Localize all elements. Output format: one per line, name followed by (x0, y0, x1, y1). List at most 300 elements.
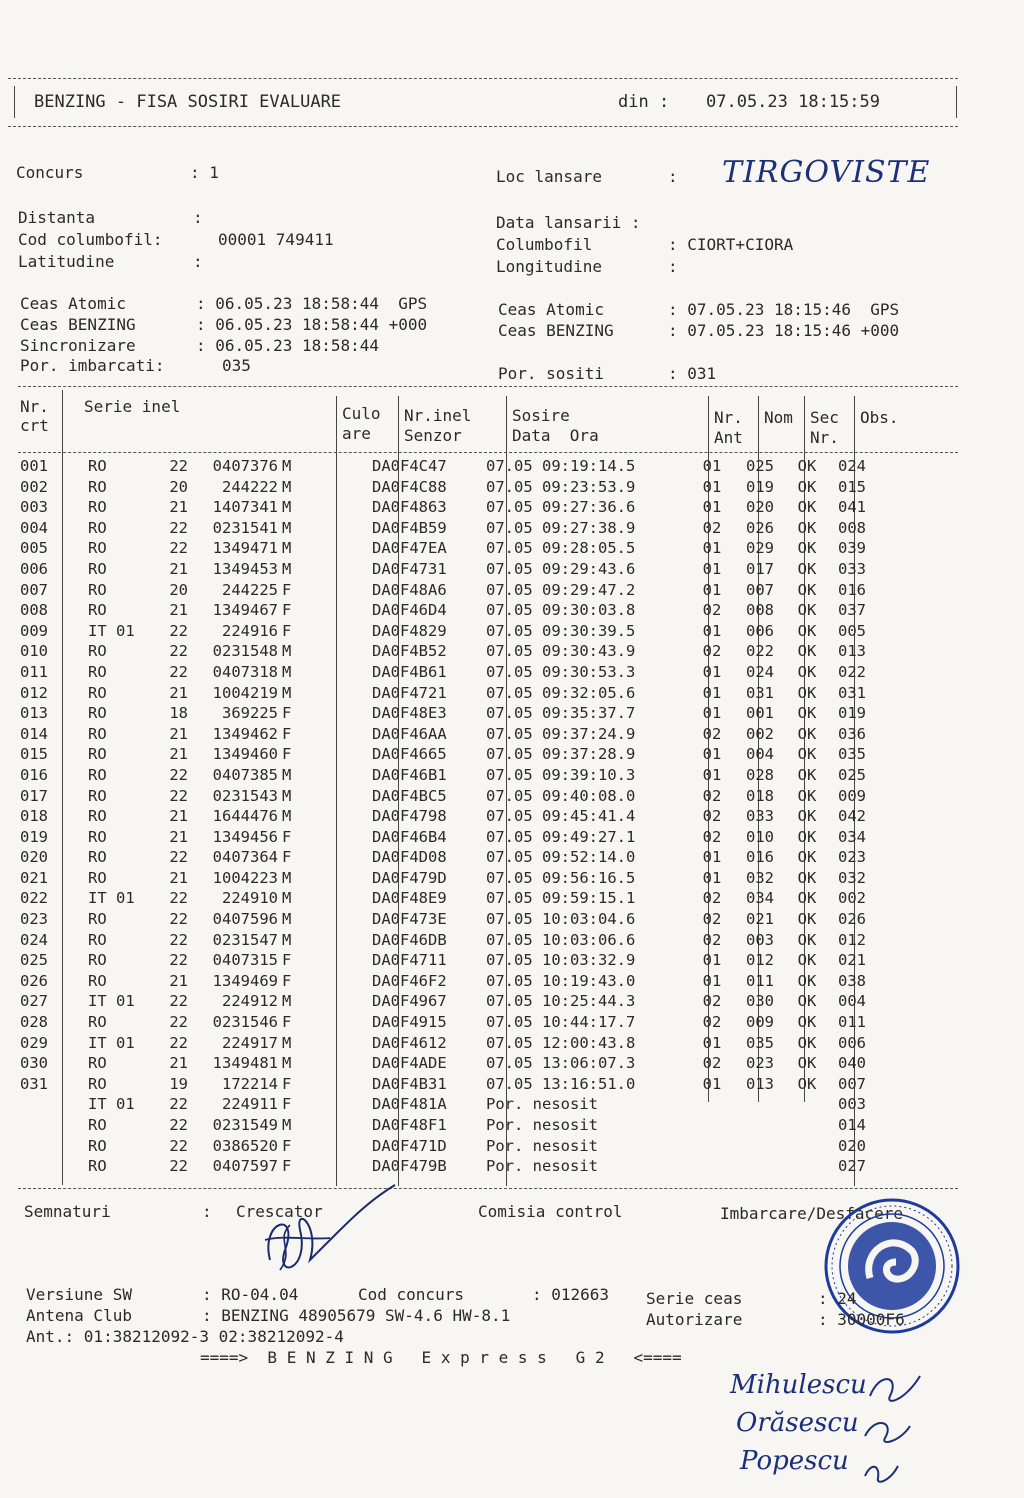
cell-sosire: 07.05 09:45:41.4 (486, 807, 636, 826)
cell-senzor: DA0F4C88 (372, 477, 447, 496)
cell-obs: 005 (838, 621, 866, 640)
cell-sosire: 07.05 09:30:03.8 (486, 601, 636, 620)
table-header-rule (18, 452, 958, 453)
cell-sosire: 07.05 09:27:38.9 (486, 518, 636, 537)
cell-sex: F (282, 951, 292, 970)
antenna-ids: Ant.: 01:38212092-3 02:38212092-4 (26, 1327, 344, 1346)
cell-obs: 011 (838, 1013, 866, 1032)
cell-cty: RO (88, 971, 107, 990)
cell-ant: 01 (702, 971, 722, 990)
cod-concurs-label: Cod concurs (358, 1285, 464, 1304)
cell-ant (686, 1136, 738, 1157)
cell-obs: 026 (838, 910, 866, 929)
cell-obs: 040 (838, 1054, 866, 1073)
cell-sosire: 07.05 09:32:05.6 (486, 683, 636, 702)
cell-ant: 02 (702, 518, 722, 537)
cell-nom: 022 (746, 642, 774, 661)
cell-senzor: DA0F4ADE (372, 1054, 447, 1073)
cell-sec: OK (797, 889, 817, 908)
col-header-nom: Nom (764, 408, 793, 427)
cell-nr: 011 (20, 662, 48, 681)
versiune-sw-value: : RO-04.04 (202, 1285, 299, 1304)
cell-obs: 008 (838, 518, 866, 537)
cell-obs: 031 (838, 683, 866, 702)
cell-obs: 039 (838, 539, 866, 558)
cell-nom: 030 (746, 992, 774, 1011)
cell-num: 1004223 (212, 868, 278, 887)
cell-obs: 042 (838, 807, 866, 826)
cell-sex: F (282, 601, 292, 620)
cell-num: 1349471 (212, 539, 278, 558)
cell-obs: 021 (838, 951, 866, 970)
cell-sex: M (282, 930, 292, 949)
cell-sosire: 07.05 10:44:17.7 (486, 1013, 636, 1032)
col-header-sec-nr: Nr. (810, 428, 839, 447)
cell-sex: F (282, 1136, 292, 1155)
columbofil-label: Columbofil (496, 235, 593, 254)
cell-sosire: 07.05 09:29:47.2 (486, 580, 636, 599)
cell-cty: RO (88, 642, 107, 661)
cell-ant: 02 (702, 930, 722, 949)
cell-ant: 02 (702, 642, 722, 661)
col-header-obs: Obs. (860, 408, 899, 427)
cell-nr: 018 (20, 807, 48, 826)
cell-num: 224910 (222, 889, 278, 908)
cell-num: 224911 (222, 1095, 278, 1114)
cell-senzor: DA0F4721 (372, 683, 447, 702)
cell-num: 172214 (222, 1074, 278, 1093)
cell-sex: F (282, 1013, 292, 1032)
cell-sec: OK (797, 683, 817, 702)
col-header-sosire: Sosire (512, 406, 570, 425)
concurs-label: Concurs (16, 163, 84, 182)
cell-cty: RO (88, 683, 107, 702)
cell-senzor: DA0F48A6 (372, 580, 447, 599)
cell-ant: 01 (702, 621, 722, 640)
cell-sex: M (282, 518, 292, 537)
cell-sec: OK (797, 518, 817, 537)
cell-sec: OK (797, 827, 817, 846)
cell-sex: M (282, 786, 292, 805)
ceas-atomic-right-value: : 07.05.23 18:15:46 GPS (668, 300, 900, 319)
cell-nr: 029 (20, 1033, 48, 1052)
cell-sosire: 07.05 13:06:07.3 (486, 1054, 636, 1073)
title-left-border (14, 86, 15, 118)
cell-nr: 005 (20, 539, 48, 558)
cell-nom: 017 (746, 559, 774, 578)
cell-sosire: 07.05 09:56:16.5 (486, 868, 636, 887)
loc-lansare-sep: : (668, 167, 678, 186)
cell-nom: 004 (746, 745, 774, 764)
cell-sex: M (282, 1054, 292, 1073)
cell-nr: 002 (20, 477, 48, 496)
col-header-crt: crt (20, 416, 49, 435)
cell-culoare (304, 868, 366, 889)
cell-num: 0386520 (212, 1136, 278, 1155)
cell-senzor: DA0F481A (372, 1095, 447, 1114)
cell-culoare (304, 683, 366, 704)
cell-nr: 020 (20, 848, 48, 867)
cell-obs: 003 (838, 1095, 866, 1114)
cell-culoare (304, 971, 366, 992)
cell-nr: 004 (20, 518, 48, 537)
cell-senzor: DA0F48E9 (372, 889, 447, 908)
cell-nr: 006 (20, 559, 48, 578)
cell-cty: RO (88, 498, 107, 517)
cell-sosire: 07.05 10:25:44.3 (486, 992, 636, 1011)
cell-ant: 02 (702, 786, 722, 805)
cell-ant (686, 1156, 738, 1177)
cell-cty: RO (88, 786, 107, 805)
cell-nom: 023 (746, 1054, 774, 1073)
cell-senzor: DA0F4B52 (372, 642, 447, 661)
table-row (20, 559, 898, 580)
cell-nr: 021 (20, 868, 48, 887)
cell-obs: 002 (838, 889, 866, 908)
table-row (20, 456, 898, 477)
cell-sec: OK (797, 457, 817, 475)
cell-cty: RO (88, 580, 107, 599)
cell-num: 0231549 (212, 1116, 278, 1134)
cell-nr: 003 (20, 498, 48, 517)
table-row (20, 1115, 898, 1136)
cell-num: 244222 (222, 477, 278, 496)
title-top-rule (8, 78, 958, 79)
cell-senzor: DA0F46B4 (372, 827, 447, 846)
cell-culoare (304, 930, 366, 951)
cell-ant: 01 (702, 457, 722, 475)
cell-sex: M (282, 868, 292, 887)
cell-nr (20, 1136, 80, 1157)
table-row (20, 1156, 898, 1177)
cell-nr: 001 (20, 457, 48, 475)
cell-sosire: Por. nesosit (486, 1095, 598, 1114)
cell-num: 1407341 (212, 498, 278, 517)
cell-yr: 22 (169, 930, 188, 949)
table-row (20, 868, 898, 889)
table-row (20, 827, 898, 848)
cell-sosire: 07.05 09:40:08.0 (486, 786, 636, 805)
ceas-benzing-right-label: Ceas BENZING (498, 321, 614, 340)
cell-culoare (304, 559, 366, 580)
cell-culoare (304, 1115, 366, 1136)
table-row (20, 477, 898, 498)
table-row (20, 538, 898, 559)
cell-yr: 22 (169, 786, 188, 805)
cell-senzor: DA0F4731 (372, 559, 447, 578)
cell-senzor: DA0F4B61 (372, 662, 447, 681)
table-row (20, 744, 898, 765)
col-header-are: are (342, 424, 371, 443)
cell-ant: 01 (702, 704, 722, 723)
cell-yr: 21 (169, 868, 188, 887)
cell-ant: 02 (702, 1054, 722, 1073)
cell-sex: F (282, 1095, 292, 1114)
cell-sex: M (282, 539, 292, 558)
cell-nom: 033 (746, 807, 774, 826)
cell-num: 0407385 (212, 765, 278, 784)
sincronizare-value: : 06.05.23 18:58:44 (196, 336, 380, 355)
cell-sec: OK (797, 1033, 817, 1052)
distanta-label: Distanta (18, 208, 96, 227)
cell-yr: 20 (169, 477, 188, 496)
cell-sec: OK (797, 559, 817, 578)
cell-sosire: Por. nesosit (486, 1157, 598, 1176)
table-row (20, 518, 898, 539)
cell-sosire: 07.05 10:03:04.6 (486, 910, 636, 929)
col-header-nr: Nr. (20, 397, 49, 416)
cell-num: 0407315 (212, 951, 278, 970)
cell-yr: 22 (169, 1116, 188, 1134)
cell-culoare (304, 991, 366, 1012)
cell-obs: 037 (838, 601, 866, 620)
cell-ant: 01 (702, 580, 722, 599)
cell-culoare (304, 827, 366, 848)
cell-culoare (304, 786, 366, 807)
cell-nom: 002 (746, 724, 774, 743)
sincronizare-label: Sincronizare (20, 336, 136, 355)
cell-nom (738, 1156, 782, 1177)
col-header-ant: Ant (714, 428, 743, 447)
cell-num: 1349481 (212, 1054, 278, 1073)
table-row (20, 497, 898, 518)
cell-sex: M (282, 683, 292, 702)
cell-culoare (304, 1053, 366, 1074)
cell-senzor: DA0F4915 (372, 1013, 447, 1032)
cell-nr: 031 (20, 1074, 48, 1093)
cell-sec: OK (797, 724, 817, 743)
cell-sec: OK (797, 930, 817, 949)
cell-senzor: DA0F46AA (372, 724, 447, 743)
cell-num: 224917 (222, 1033, 278, 1052)
cell-sec: OK (797, 1074, 817, 1093)
cell-yr: 22 (169, 848, 188, 867)
cell-num: 1349469 (212, 971, 278, 990)
cell-ant: 01 (702, 559, 722, 578)
handwritten-initials (860, 1366, 940, 1496)
cell-yr: 22 (169, 1013, 188, 1032)
cell-obs: 020 (838, 1136, 866, 1155)
cell-yr: 21 (169, 601, 188, 620)
cell-senzor: DA0F471D (372, 1136, 447, 1155)
por-imbarcati-value: 035 (222, 356, 251, 375)
cell-ant: 01 (702, 951, 722, 970)
cell-nr (20, 1156, 80, 1177)
cell-sex: M (282, 457, 292, 475)
crescator-signature (240, 1180, 400, 1290)
cell-culoare (304, 621, 366, 642)
data-lansarii-label: Data lansarii : (496, 213, 641, 232)
cell-nom: 011 (746, 971, 774, 990)
loc-lansare-handwritten: TIRGOVISTE (722, 155, 931, 190)
table-row (20, 683, 898, 704)
cell-cty: IT 01 (88, 992, 135, 1011)
cell-sec: OK (797, 765, 817, 784)
cell-obs: 015 (838, 477, 866, 496)
cell-culoare (304, 456, 366, 477)
cell-senzor: DA0F4BC5 (372, 786, 447, 805)
table-row (20, 621, 898, 642)
cod-columbofil-value: 00001 749411 (218, 230, 334, 249)
cell-ant: 02 (702, 889, 722, 908)
cell-culoare (304, 744, 366, 765)
cell-sosire: 07.05 09:39:10.3 (486, 765, 636, 784)
cell-nom: 003 (746, 930, 774, 949)
cell-ant: 01 (702, 1033, 722, 1052)
cell-obs: 038 (838, 971, 866, 990)
cell-sex: F (282, 704, 292, 723)
cell-cty: IT 01 (88, 1033, 135, 1052)
cell-culoare (304, 724, 366, 745)
cell-nom: 012 (746, 951, 774, 970)
cell-cty: RO (88, 457, 107, 475)
table-row (20, 806, 898, 827)
cell-nom: 025 (746, 457, 774, 475)
cell-culoare (304, 641, 366, 662)
distanta-sep: : (193, 208, 203, 227)
cell-senzor: DA0F479D (372, 868, 447, 887)
cell-culoare (304, 518, 366, 539)
cell-num: 244225 (222, 580, 278, 599)
cell-nr: 015 (20, 745, 48, 764)
cell-nom: 019 (746, 477, 774, 496)
cell-cty: RO (88, 827, 107, 846)
cell-sec (782, 1136, 832, 1157)
cell-sex: M (282, 559, 292, 578)
cell-senzor: DA0F4967 (372, 992, 447, 1011)
cell-ant: 02 (702, 724, 722, 743)
cell-sex: M (282, 1033, 292, 1052)
table-row (20, 1094, 898, 1115)
cell-obs: 019 (838, 704, 866, 723)
cell-cty: RO (88, 1054, 107, 1073)
cell-sec: OK (797, 539, 817, 558)
cell-nr: 016 (20, 765, 48, 784)
por-sositi-label: Por. sositi (498, 364, 604, 383)
cell-nom: 031 (746, 683, 774, 702)
table-row (20, 1053, 898, 1074)
cell-cty: RO (88, 724, 107, 743)
cell-nr: 025 (20, 951, 48, 970)
cell-sec: OK (797, 662, 817, 681)
cell-sosire: 07.05 09:30:43.9 (486, 642, 636, 661)
cell-nr (20, 1094, 80, 1115)
cell-culoare (304, 1094, 366, 1115)
cell-sex: F (282, 745, 292, 764)
cell-obs: 024 (838, 457, 866, 475)
cell-culoare (304, 538, 366, 559)
cell-num: 1644476 (212, 807, 278, 826)
cell-sec: OK (797, 498, 817, 517)
cell-sex: M (282, 765, 292, 784)
cell-num: 369225 (222, 704, 278, 723)
cell-sosire: 07.05 10:03:06.6 (486, 930, 636, 949)
latitudine-label: Latitudine (18, 252, 115, 271)
cell-cty: RO (88, 951, 107, 970)
table-row (20, 909, 898, 930)
cell-senzor: DA0F48E3 (372, 704, 447, 723)
cell-yr: 22 (169, 1157, 188, 1176)
arrivals-table (20, 456, 898, 1177)
cod-concurs-value: : 012663 (532, 1285, 610, 1304)
cell-num: 1349462 (212, 724, 278, 743)
cell-cty: RO (88, 848, 107, 867)
cell-num: 0407596 (212, 910, 278, 929)
cell-sec: OK (797, 1054, 817, 1073)
cell-num: 0407364 (212, 848, 278, 867)
cell-nr: 007 (20, 580, 48, 599)
cell-nom (738, 1115, 782, 1136)
cell-ant (686, 1094, 738, 1115)
serie-ceas-label: Serie ceas (646, 1289, 743, 1308)
cell-yr: 19 (169, 1074, 188, 1093)
cell-senzor: DA0F47EA (372, 539, 447, 558)
cell-sec: OK (797, 992, 817, 1011)
cell-sex: F (282, 1074, 292, 1093)
cell-nr: 012 (20, 683, 48, 702)
cell-sex: M (282, 992, 292, 1011)
date-label: din : (618, 92, 670, 112)
por-imbarcati-label: Por. imbarcati: (20, 356, 165, 375)
cell-nom: 016 (746, 848, 774, 867)
cell-obs: 004 (838, 992, 866, 1011)
cell-ant: 01 (702, 1074, 722, 1093)
cell-culoare (304, 847, 366, 868)
cell-sosire: Por. nesosit (486, 1116, 598, 1134)
cell-ant: 01 (702, 539, 722, 558)
cell-nom: 007 (746, 580, 774, 599)
cell-sosire: 07.05 09:29:43.6 (486, 559, 636, 578)
latitudine-sep: : (193, 252, 203, 271)
cell-yr: 21 (169, 559, 188, 578)
cell-sex: F (282, 1157, 292, 1176)
cell-nr: 009 (20, 621, 48, 640)
comisia-control-label: Comisia control (478, 1202, 623, 1221)
table-row (20, 765, 898, 786)
cell-sosire: 07.05 09:52:14.0 (486, 848, 636, 867)
cell-nr: 026 (20, 971, 48, 990)
cell-senzor: DA0F4C47 (372, 457, 447, 475)
table-row (20, 724, 898, 745)
cell-ant: 01 (702, 662, 722, 681)
cell-yr: 22 (169, 1095, 188, 1114)
cell-obs: 036 (838, 724, 866, 743)
cell-nom: 035 (746, 1033, 774, 1052)
cell-ant: 01 (702, 498, 722, 517)
cell-obs: 006 (838, 1033, 866, 1052)
cell-senzor: DA0F4B59 (372, 518, 447, 537)
cell-obs: 032 (838, 868, 866, 887)
cell-nr: 010 (20, 642, 48, 661)
cell-sec: OK (797, 601, 817, 620)
cell-nom: 008 (746, 601, 774, 620)
cell-sec: OK (797, 786, 817, 805)
antena-club-value: : BENZING 48905679 SW-4.6 HW-8.1 (202, 1306, 511, 1325)
cell-senzor: DA0F4665 (372, 745, 447, 764)
cell-cty: IT 01 (88, 621, 135, 640)
table-row (20, 600, 898, 621)
cell-sex: F (282, 848, 292, 867)
ceas-benzing-right-value: : 07.05.23 18:15:46 +000 (668, 321, 900, 340)
cell-culoare (304, 497, 366, 518)
cell-obs: 033 (838, 559, 866, 578)
cell-senzor: DA0F4711 (372, 951, 447, 970)
cell-num: 0231548 (212, 642, 278, 661)
cell-obs: 041 (838, 498, 866, 517)
cell-nr (20, 1115, 80, 1136)
table-row (20, 580, 898, 601)
cell-sex: M (282, 1116, 292, 1134)
